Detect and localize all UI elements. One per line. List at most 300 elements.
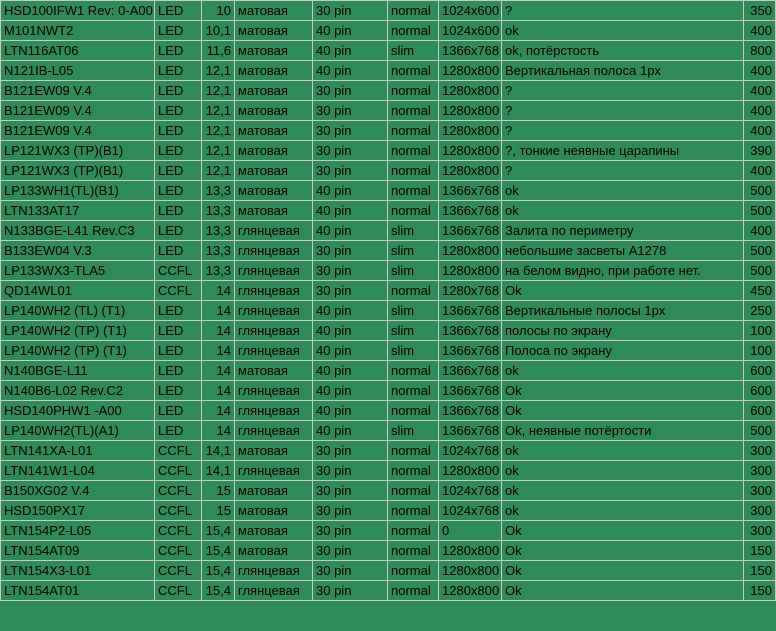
surface-cell[interactable]: матовая: [235, 541, 313, 561]
backlight-cell[interactable]: CCFL: [155, 541, 202, 561]
note-cell[interactable]: Ok, неявные потёртости: [502, 421, 744, 441]
diagonal-cell[interactable]: 14: [202, 341, 235, 361]
backlight-cell[interactable]: LED: [155, 321, 202, 341]
note-cell[interactable]: ok: [502, 181, 744, 201]
pins-cell[interactable]: 30 pin: [313, 441, 388, 461]
table-row: [1, 421, 776, 441]
note-cell[interactable]: Полоса по экрану: [502, 341, 744, 361]
table-row: [1, 1, 776, 21]
price-cell[interactable]: 300: [744, 521, 776, 541]
model-cell[interactable]: LTN154AT01: [1, 581, 155, 601]
backlight-cell[interactable]: LED: [155, 381, 202, 401]
resolution-cell[interactable]: 0: [439, 521, 502, 541]
type-cell[interactable]: normal: [388, 61, 439, 81]
diagonal-cell[interactable]: 14: [202, 321, 235, 341]
price-cell[interactable]: 100: [744, 321, 776, 341]
price-cell[interactable]: 300: [744, 461, 776, 481]
diagonal-cell[interactable]: 10,1: [202, 21, 235, 41]
table-row: [1, 401, 776, 421]
table-row: [1, 101, 776, 121]
type-cell[interactable]: normal: [388, 101, 439, 121]
type-cell[interactable]: normal: [388, 81, 439, 101]
price-cell[interactable]: 500: [744, 201, 776, 221]
table-row: [1, 361, 776, 381]
type-cell[interactable]: slim: [388, 321, 439, 341]
surface-cell[interactable]: матовая: [235, 441, 313, 461]
resolution-cell[interactable]: 1280x800: [439, 101, 502, 121]
backlight-cell[interactable]: LED: [155, 81, 202, 101]
table-row: [1, 581, 776, 601]
resolution-cell[interactable]: 1024x600: [439, 1, 502, 21]
model-cell[interactable]: N121IB-L05: [1, 61, 155, 81]
resolution-cell[interactable]: 1366x768: [439, 381, 502, 401]
note-cell[interactable]: ok: [502, 361, 744, 381]
model-cell[interactable]: LTN154X3-L01: [1, 561, 155, 581]
pins-cell[interactable]: 30 pin: [313, 581, 388, 601]
resolution-cell[interactable]: 1280x800: [439, 161, 502, 181]
diagonal-cell[interactable]: 12,1: [202, 161, 235, 181]
surface-cell[interactable]: матовая: [235, 1, 313, 21]
model-cell[interactable]: B133EW04 V.3: [1, 241, 155, 261]
resolution-cell[interactable]: 1280x800: [439, 461, 502, 481]
price-cell[interactable]: 400: [744, 61, 776, 81]
model-cell[interactable]: LP140WH2(TL)(A1): [1, 421, 155, 441]
surface-cell[interactable]: глянцевая: [235, 581, 313, 601]
surface-cell[interactable]: глянцевая: [235, 341, 313, 361]
backlight-cell[interactable]: LED: [155, 221, 202, 241]
pins-cell[interactable]: 40 pin: [313, 41, 388, 61]
pins-cell[interactable]: 30 pin: [313, 141, 388, 161]
resolution-cell[interactable]: 1280x800: [439, 81, 502, 101]
price-cell[interactable]: 450: [744, 281, 776, 301]
note-cell[interactable]: Ok: [502, 281, 744, 301]
pins-cell[interactable]: 30 pin: [313, 541, 388, 561]
price-cell[interactable]: 300: [744, 481, 776, 501]
table-body: [1, 1, 776, 601]
diagonal-cell[interactable]: 15: [202, 481, 235, 501]
pins-cell[interactable]: 30 pin: [313, 1, 388, 21]
model-cell[interactable]: M101NWT2: [1, 21, 155, 41]
note-cell[interactable]: ?, тонкие неявные царапины: [502, 141, 744, 161]
resolution-cell[interactable]: 1280x800: [439, 561, 502, 581]
price-cell[interactable]: 800: [744, 41, 776, 61]
table-row: [1, 541, 776, 561]
pins-cell[interactable]: 40 pin: [313, 341, 388, 361]
note-cell[interactable]: ?: [502, 161, 744, 181]
diagonal-cell[interactable]: 14: [202, 281, 235, 301]
surface-cell[interactable]: матовая: [235, 181, 313, 201]
table-row: [1, 381, 776, 401]
pins-cell[interactable]: 40 pin: [313, 301, 388, 321]
table-row: [1, 321, 776, 341]
pins-cell[interactable]: 30 pin: [313, 501, 388, 521]
surface-cell[interactable]: глянцевая: [235, 321, 313, 341]
diagonal-cell[interactable]: 14: [202, 381, 235, 401]
note-cell[interactable]: Ok: [502, 401, 744, 421]
resolution-cell[interactable]: 1280x800: [439, 141, 502, 161]
pins-cell[interactable]: 30 pin: [313, 261, 388, 281]
surface-cell[interactable]: глянцевая: [235, 281, 313, 301]
model-cell[interactable]: B121EW09 V.4: [1, 101, 155, 121]
surface-cell[interactable]: матовая: [235, 481, 313, 501]
note-cell[interactable]: Ok: [502, 561, 744, 581]
diagonal-cell[interactable]: 14: [202, 301, 235, 321]
surface-cell[interactable]: матовая: [235, 121, 313, 141]
price-cell[interactable]: 100: [744, 341, 776, 361]
backlight-cell[interactable]: LED: [155, 1, 202, 21]
table-row: [1, 121, 776, 141]
note-cell[interactable]: ok: [502, 461, 744, 481]
type-cell[interactable]: normal: [388, 441, 439, 461]
pins-cell[interactable]: 40 pin: [313, 201, 388, 221]
diagonal-cell[interactable]: 14: [202, 421, 235, 441]
diagonal-cell[interactable]: 12,1: [202, 121, 235, 141]
table-row: [1, 241, 776, 261]
backlight-cell[interactable]: LED: [155, 241, 202, 261]
price-cell[interactable]: 150: [744, 581, 776, 601]
pins-cell[interactable]: 40 pin: [313, 401, 388, 421]
note-cell[interactable]: Ok: [502, 541, 744, 561]
pins-cell[interactable]: 40 pin: [313, 221, 388, 241]
note-cell[interactable]: на белом видно, при работе нет.: [502, 261, 744, 281]
resolution-cell[interactable]: 1024x768: [439, 501, 502, 521]
pins-cell[interactable]: 30 pin: [313, 101, 388, 121]
diagonal-cell[interactable]: 14: [202, 361, 235, 381]
pins-cell[interactable]: 40 pin: [313, 421, 388, 441]
model-cell[interactable]: LTN116AT06: [1, 41, 155, 61]
table-row: [1, 61, 776, 81]
surface-cell[interactable]: глянцевая: [235, 301, 313, 321]
type-cell[interactable]: slim: [388, 421, 439, 441]
pins-cell[interactable]: 30 pin: [313, 521, 388, 541]
model-cell[interactable]: B121EW09 V.4: [1, 81, 155, 101]
price-cell[interactable]: 400: [744, 101, 776, 121]
pins-cell[interactable]: 30 pin: [313, 81, 388, 101]
backlight-cell[interactable]: LED: [155, 401, 202, 421]
price-cell[interactable]: 600: [744, 401, 776, 421]
type-cell[interactable]: normal: [388, 401, 439, 421]
surface-cell[interactable]: глянцевая: [235, 461, 313, 481]
pins-cell[interactable]: 30 pin: [313, 281, 388, 301]
diagonal-cell[interactable]: 14,1: [202, 461, 235, 481]
price-cell[interactable]: 150: [744, 561, 776, 581]
resolution-cell[interactable]: 1366x768: [439, 321, 502, 341]
resolution-cell[interactable]: 1366x768: [439, 421, 502, 441]
table-row: [1, 561, 776, 581]
type-cell[interactable]: normal: [388, 181, 439, 201]
backlight-cell[interactable]: LED: [155, 181, 202, 201]
price-cell[interactable]: 390: [744, 141, 776, 161]
model-cell[interactable]: LP121WX3 (TP)(B1): [1, 141, 155, 161]
note-cell[interactable]: Ok: [502, 381, 744, 401]
type-cell[interactable]: normal: [388, 581, 439, 601]
model-cell[interactable]: B150XG02 V.4: [1, 481, 155, 501]
resolution-cell[interactable]: 1024x768: [439, 441, 502, 461]
type-cell[interactable]: normal: [388, 541, 439, 561]
backlight-cell[interactable]: LED: [155, 141, 202, 161]
diagonal-cell[interactable]: 13,3: [202, 241, 235, 261]
model-cell[interactable]: QD14WL01: [1, 281, 155, 301]
pins-cell[interactable]: 30 pin: [313, 561, 388, 581]
diagonal-cell[interactable]: 12,1: [202, 61, 235, 81]
diagonal-cell[interactable]: 15,4: [202, 581, 235, 601]
model-cell[interactable]: LTN141W1-L04: [1, 461, 155, 481]
model-cell[interactable]: N140BGE-L11: [1, 361, 155, 381]
table-row: [1, 301, 776, 321]
backlight-cell[interactable]: CCFL: [155, 521, 202, 541]
type-cell[interactable]: normal: [388, 281, 439, 301]
diagonal-cell[interactable]: 13,3: [202, 181, 235, 201]
model-cell[interactable]: N133BGE-L41 Rev.C3: [1, 221, 155, 241]
table-row: [1, 41, 776, 61]
note-cell[interactable]: ?: [502, 1, 744, 21]
backlight-cell[interactable]: LED: [155, 161, 202, 181]
type-cell[interactable]: slim: [388, 241, 439, 261]
note-cell[interactable]: ok: [502, 21, 744, 41]
note-cell[interactable]: небольшие засветы А1278: [502, 241, 744, 261]
resolution-cell[interactable]: 1366x768: [439, 401, 502, 421]
note-cell[interactable]: ?: [502, 101, 744, 121]
table-row: [1, 81, 776, 101]
backlight-cell[interactable]: LED: [155, 61, 202, 81]
model-cell[interactable]: HSD150PX17: [1, 501, 155, 521]
surface-cell[interactable]: матовая: [235, 361, 313, 381]
resolution-cell[interactable]: 1024x768: [439, 481, 502, 501]
note-cell[interactable]: Вертикальная полоса 1px: [502, 61, 744, 81]
pins-cell[interactable]: 30 pin: [313, 161, 388, 181]
resolution-cell[interactable]: 1024x600: [439, 21, 502, 41]
note-cell[interactable]: ok: [502, 501, 744, 521]
diagonal-cell[interactable]: 15: [202, 501, 235, 521]
price-cell[interactable]: 600: [744, 381, 776, 401]
price-cell[interactable]: 300: [744, 501, 776, 521]
resolution-cell[interactable]: 1366x768: [439, 341, 502, 361]
backlight-cell[interactable]: LED: [155, 21, 202, 41]
backlight-cell[interactable]: LED: [155, 341, 202, 361]
surface-cell[interactable]: матовая: [235, 161, 313, 181]
resolution-cell[interactable]: 1366x768: [439, 361, 502, 381]
price-cell[interactable]: 500: [744, 241, 776, 261]
pins-cell[interactable]: 40 pin: [313, 61, 388, 81]
diagonal-cell[interactable]: 15,4: [202, 561, 235, 581]
resolution-cell[interactable]: 1280x800: [439, 541, 502, 561]
table-row: [1, 281, 776, 301]
table-row: [1, 21, 776, 41]
type-cell[interactable]: normal: [388, 521, 439, 541]
backlight-cell[interactable]: CCFL: [155, 261, 202, 281]
price-cell[interactable]: 350: [744, 1, 776, 21]
model-cell[interactable]: LP140WH2 (TP) (T1): [1, 341, 155, 361]
backlight-cell[interactable]: LED: [155, 41, 202, 61]
model-cell[interactable]: LP140WH2 (TP) (T1): [1, 321, 155, 341]
backlight-cell[interactable]: LED: [155, 301, 202, 321]
table-row: [1, 201, 776, 221]
backlight-cell[interactable]: LED: [155, 121, 202, 141]
surface-cell[interactable]: матовая: [235, 501, 313, 521]
price-cell[interactable]: 500: [744, 421, 776, 441]
table-row: [1, 501, 776, 521]
type-cell[interactable]: normal: [388, 461, 439, 481]
pins-cell[interactable]: 40 pin: [313, 381, 388, 401]
model-cell[interactable]: LTN133AT17: [1, 201, 155, 221]
note-cell[interactable]: Ok: [502, 521, 744, 541]
resolution-cell[interactable]: 1280x800: [439, 581, 502, 601]
backlight-cell[interactable]: CCFL: [155, 441, 202, 461]
type-cell[interactable]: normal: [388, 561, 439, 581]
diagonal-cell[interactable]: 12,1: [202, 101, 235, 121]
surface-cell[interactable]: глянцевая: [235, 221, 313, 241]
backlight-cell[interactable]: CCFL: [155, 281, 202, 301]
model-cell[interactable]: LTN141XA-L01: [1, 441, 155, 461]
resolution-cell[interactable]: 1366x768: [439, 41, 502, 61]
table-row: [1, 341, 776, 361]
pins-cell[interactable]: 40 pin: [313, 321, 388, 341]
diagonal-cell[interactable]: 13,3: [202, 221, 235, 241]
pins-cell[interactable]: 30 pin: [313, 481, 388, 501]
price-cell[interactable]: 400: [744, 161, 776, 181]
diagonal-cell[interactable]: 13,3: [202, 201, 235, 221]
diagonal-cell[interactable]: 14,1: [202, 441, 235, 461]
price-cell[interactable]: 500: [744, 261, 776, 281]
surface-cell[interactable]: глянцевая: [235, 561, 313, 581]
backlight-cell[interactable]: LED: [155, 421, 202, 441]
model-cell[interactable]: HSD140PHW1 -A00: [1, 401, 155, 421]
diagonal-cell[interactable]: 13,3: [202, 261, 235, 281]
price-cell[interactable]: 400: [744, 121, 776, 141]
model-cell[interactable]: B121EW09 V.4: [1, 121, 155, 141]
table-row: [1, 141, 776, 161]
backlight-cell[interactable]: CCFL: [155, 481, 202, 501]
note-cell[interactable]: ok, потёрстость: [502, 41, 744, 61]
resolution-cell[interactable]: 1280x800: [439, 241, 502, 261]
model-cell[interactable]: HSD100IFW1 Rev: 0-A00: [1, 1, 155, 21]
table-row: [1, 181, 776, 201]
note-cell[interactable]: ok: [502, 201, 744, 221]
backlight-cell[interactable]: CCFL: [155, 461, 202, 481]
price-cell[interactable]: 400: [744, 221, 776, 241]
diagonal-cell[interactable]: 15,4: [202, 541, 235, 561]
resolution-cell[interactable]: 1366x768: [439, 301, 502, 321]
model-cell[interactable]: LP121WX3 (TP)(B1): [1, 161, 155, 181]
surface-cell[interactable]: глянцевая: [235, 401, 313, 421]
resolution-cell[interactable]: 1366x768: [439, 181, 502, 201]
model-cell[interactable]: LP133WX3-TLA5: [1, 261, 155, 281]
diagonal-cell[interactable]: 10: [202, 1, 235, 21]
type-cell[interactable]: normal: [388, 481, 439, 501]
model-cell[interactable]: LTN154AT09: [1, 541, 155, 561]
table-row: [1, 521, 776, 541]
price-cell[interactable]: 150: [744, 541, 776, 561]
backlight-cell[interactable]: LED: [155, 361, 202, 381]
price-cell[interactable]: 400: [744, 81, 776, 101]
diagonal-cell[interactable]: 14: [202, 401, 235, 421]
surface-cell[interactable]: матовая: [235, 21, 313, 41]
resolution-cell[interactable]: 1280x800: [439, 121, 502, 141]
model-cell[interactable]: LTN154P2-L05: [1, 521, 155, 541]
diagonal-cell[interactable]: 11,6: [202, 41, 235, 61]
backlight-cell[interactable]: CCFL: [155, 561, 202, 581]
backlight-cell[interactable]: CCFL: [155, 501, 202, 521]
table-row: [1, 461, 776, 481]
surface-cell[interactable]: матовая: [235, 141, 313, 161]
resolution-cell[interactable]: 1366x768: [439, 221, 502, 241]
diagonal-cell[interactable]: 15,4: [202, 521, 235, 541]
note-cell[interactable]: полосы по экрану: [502, 321, 744, 341]
note-cell[interactable]: Ok: [502, 581, 744, 601]
surface-cell[interactable]: глянцевая: [235, 381, 313, 401]
pins-cell[interactable]: 30 pin: [313, 121, 388, 141]
table-row: [1, 161, 776, 181]
type-cell[interactable]: normal: [388, 381, 439, 401]
resolution-cell[interactable]: 1280x800: [439, 61, 502, 81]
type-cell[interactable]: normal: [388, 161, 439, 181]
pins-cell[interactable]: 30 pin: [313, 241, 388, 261]
surface-cell[interactable]: глянцевая: [235, 241, 313, 261]
note-cell[interactable]: ok: [502, 481, 744, 501]
note-cell[interactable]: ?: [502, 121, 744, 141]
resolution-cell[interactable]: 1366x768: [439, 201, 502, 221]
type-cell[interactable]: normal: [388, 21, 439, 41]
pins-cell[interactable]: 40 pin: [313, 21, 388, 41]
diagonal-cell[interactable]: 12,1: [202, 141, 235, 161]
price-cell[interactable]: 300: [744, 441, 776, 461]
surface-cell[interactable]: матовая: [235, 201, 313, 221]
price-cell[interactable]: 500: [744, 181, 776, 201]
type-cell[interactable]: slim: [388, 41, 439, 61]
surface-cell[interactable]: матовая: [235, 41, 313, 61]
table-row: [1, 441, 776, 461]
model-cell[interactable]: LP133WH1(TL)(B1): [1, 181, 155, 201]
price-cell[interactable]: 400: [744, 21, 776, 41]
model-cell[interactable]: N140B6-L02 Rev.C2: [1, 381, 155, 401]
surface-cell[interactable]: матовая: [235, 521, 313, 541]
type-cell[interactable]: normal: [388, 121, 439, 141]
surface-cell[interactable]: глянцевая: [235, 261, 313, 281]
type-cell[interactable]: slim: [388, 301, 439, 321]
type-cell[interactable]: normal: [388, 361, 439, 381]
type-cell[interactable]: normal: [388, 141, 439, 161]
model-cell[interactable]: LP140WH2 (TL) (T1): [1, 301, 155, 321]
table-row: [1, 261, 776, 281]
backlight-cell[interactable]: LED: [155, 201, 202, 221]
surface-cell[interactable]: матовая: [235, 101, 313, 121]
note-cell[interactable]: Вертикальные полосы 1px: [502, 301, 744, 321]
diagonal-cell[interactable]: 12,1: [202, 81, 235, 101]
table-row: [1, 221, 776, 241]
note-cell[interactable]: ok: [502, 441, 744, 461]
type-cell[interactable]: normal: [388, 501, 439, 521]
resolution-cell[interactable]: 1280x768: [439, 281, 502, 301]
pins-cell[interactable]: 40 pin: [313, 361, 388, 381]
type-cell[interactable]: slim: [388, 341, 439, 361]
surface-cell[interactable]: матовая: [235, 81, 313, 101]
note-cell[interactable]: ?: [502, 81, 744, 101]
surface-cell[interactable]: глянцевая: [235, 421, 313, 441]
type-cell[interactable]: slim: [388, 261, 439, 281]
pins-cell[interactable]: 30 pin: [313, 461, 388, 481]
price-cell[interactable]: 600: [744, 361, 776, 381]
price-cell[interactable]: 250: [744, 301, 776, 321]
backlight-cell[interactable]: LED: [155, 101, 202, 121]
note-cell[interactable]: Залита по периметру: [502, 221, 744, 241]
pins-cell[interactable]: 40 pin: [313, 181, 388, 201]
type-cell[interactable]: slim: [388, 221, 439, 241]
surface-cell[interactable]: матовая: [235, 61, 313, 81]
type-cell[interactable]: normal: [388, 201, 439, 221]
type-cell[interactable]: normal: [388, 1, 439, 21]
backlight-cell[interactable]: CCFL: [155, 581, 202, 601]
resolution-cell[interactable]: 1280x800: [439, 261, 502, 281]
